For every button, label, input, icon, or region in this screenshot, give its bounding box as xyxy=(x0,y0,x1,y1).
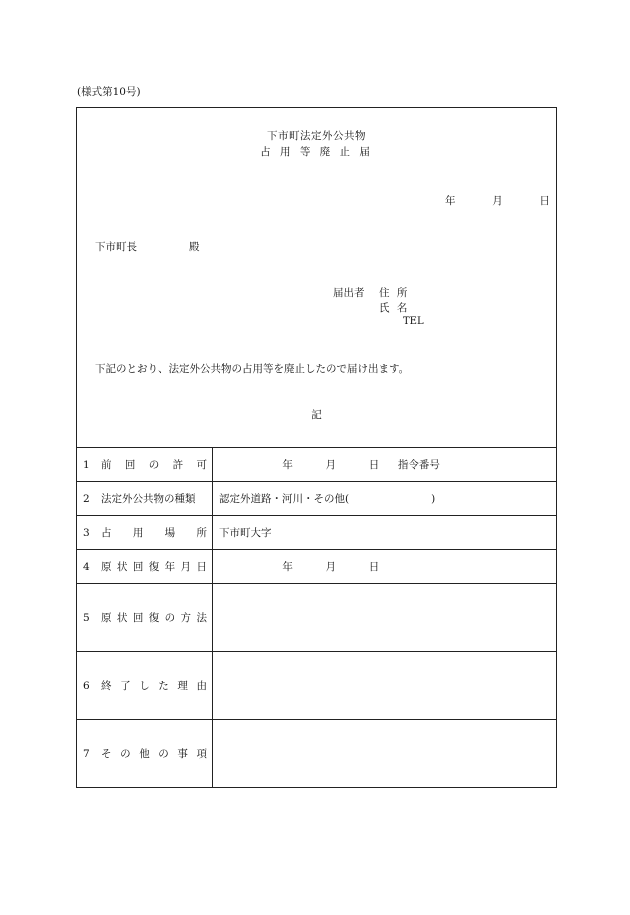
row-label-char: 項 xyxy=(196,748,207,760)
statement-text: 下記のとおり、法定外公共物の占用等を廃止したので届け出ます。 xyxy=(95,363,410,375)
table-row xyxy=(77,720,557,788)
location-prefix: 下市町大字 xyxy=(219,527,272,539)
row-label-char: 了 xyxy=(120,680,131,692)
form-title-line2: 占 用 等 廃 止 届 xyxy=(260,146,373,158)
facility-types: 認定外道路・河川・その他( xyxy=(219,493,350,505)
form-header xyxy=(77,108,556,448)
table-row xyxy=(77,652,557,720)
row-label-char: の xyxy=(158,748,169,760)
row-label-char: し xyxy=(139,680,150,692)
row-label-char: 用 xyxy=(132,527,144,539)
row-label-char: 終 xyxy=(101,680,112,692)
form-number: (様式第10号) xyxy=(77,86,141,98)
row-label-char: 他 xyxy=(139,748,150,760)
date-month: 月 xyxy=(492,195,503,207)
termination-reason-value[interactable] xyxy=(213,652,557,720)
row-label-char: 復 xyxy=(148,612,160,624)
permit-number-label: 指令番号 xyxy=(397,459,440,471)
row-label-text xyxy=(101,678,207,693)
row-label-char: 方 xyxy=(180,612,192,624)
row-label-char: の xyxy=(120,748,131,760)
row-label-char: そ xyxy=(101,748,112,760)
row-number: 6 xyxy=(83,679,90,692)
row-label-char: 場 xyxy=(164,527,176,539)
facility-types-close: ) xyxy=(431,493,436,505)
table-row xyxy=(77,448,557,482)
row-label-text xyxy=(101,746,207,761)
applicant-name-label: 氏 名 xyxy=(379,302,410,314)
restoration-year: 年 xyxy=(282,561,293,573)
row-label-text xyxy=(101,525,207,540)
row-label-char: 状 xyxy=(116,612,128,624)
row-label-restoration-method xyxy=(83,610,207,625)
row-label-termination-reason xyxy=(83,678,207,693)
other-matters-value[interactable] xyxy=(213,720,557,788)
recipient-honorific: 殿 xyxy=(189,241,200,253)
row-label-restoration-date xyxy=(83,559,207,574)
row-label-char: 日 xyxy=(196,561,207,573)
table-row xyxy=(77,516,557,550)
ki-heading: 記 xyxy=(311,409,322,421)
row-number: 2 xyxy=(83,492,90,505)
date-day: 日 xyxy=(539,195,550,207)
applicant-label: 届出者 xyxy=(333,287,365,299)
applicant-address-label: 住 所 xyxy=(379,287,410,299)
row-label-facility-type xyxy=(83,491,207,506)
row-label-char: た xyxy=(158,680,169,692)
row-label-char: の xyxy=(164,612,176,624)
row-label-text xyxy=(101,610,207,625)
row-label-char: 占 xyxy=(101,527,112,539)
permit-day: 日 xyxy=(368,459,380,471)
row-label-char: 回 xyxy=(132,561,144,573)
row-label-char: 回 xyxy=(132,612,144,624)
restoration-day: 日 xyxy=(368,561,380,573)
row-label-char: 理 xyxy=(177,680,188,692)
recipient-name: 下市町長 xyxy=(95,241,137,253)
previous-permit-value[interactable] xyxy=(213,448,557,482)
row-label-text xyxy=(101,491,207,506)
row-number: 5 xyxy=(83,611,90,624)
row-number: 7 xyxy=(83,747,90,760)
row-label-char: 法 xyxy=(196,612,207,624)
restoration-method-value[interactable] xyxy=(213,584,557,652)
form-title-line1: 下市町法定外公共物 xyxy=(267,130,366,142)
permit-year: 年 xyxy=(282,459,293,471)
row-number: 1 xyxy=(83,458,90,471)
row-label-text xyxy=(101,457,207,472)
row-label-char: 可 xyxy=(196,459,207,471)
row-label-char: 年 xyxy=(164,561,176,573)
row-label-char: 状 xyxy=(116,561,128,573)
row-label-text xyxy=(101,559,207,574)
applicant-tel-label: TEL xyxy=(403,316,424,327)
row-label-char: の xyxy=(148,459,160,471)
items-table xyxy=(76,447,557,788)
row-label-occupancy-location xyxy=(83,525,207,540)
recipient xyxy=(95,239,200,254)
table-row xyxy=(77,550,557,584)
restoration-month: 月 xyxy=(325,561,337,573)
row-label-char: 前 xyxy=(101,459,112,471)
row-label-char: 回 xyxy=(124,459,136,471)
date-year: 年 xyxy=(445,195,456,207)
occupancy-location-value[interactable] xyxy=(213,516,557,550)
row-label-char: 所 xyxy=(196,527,207,539)
row-label-char: 原 xyxy=(101,561,112,573)
row-label-char: 復 xyxy=(148,561,160,573)
table-row xyxy=(77,584,557,652)
table-row xyxy=(77,482,557,516)
row-label-char: 由 xyxy=(196,680,207,692)
row-label-other-matters xyxy=(83,746,207,761)
row-number: 4 xyxy=(83,560,90,573)
row-label-char: 月 xyxy=(180,561,192,573)
form-frame xyxy=(76,107,557,788)
row-label-char: 事 xyxy=(177,748,188,760)
row-label-char: 許 xyxy=(172,459,184,471)
submission-date xyxy=(445,193,550,208)
row-label-previous-permit xyxy=(83,457,207,472)
restoration-date-value[interactable] xyxy=(213,550,557,584)
row-label-char: 法定外公共物の種類 xyxy=(101,493,196,505)
row-number: 3 xyxy=(83,526,90,539)
permit-month: 月 xyxy=(325,459,337,471)
facility-type-value[interactable] xyxy=(213,482,557,516)
row-label-char: 原 xyxy=(101,612,112,624)
